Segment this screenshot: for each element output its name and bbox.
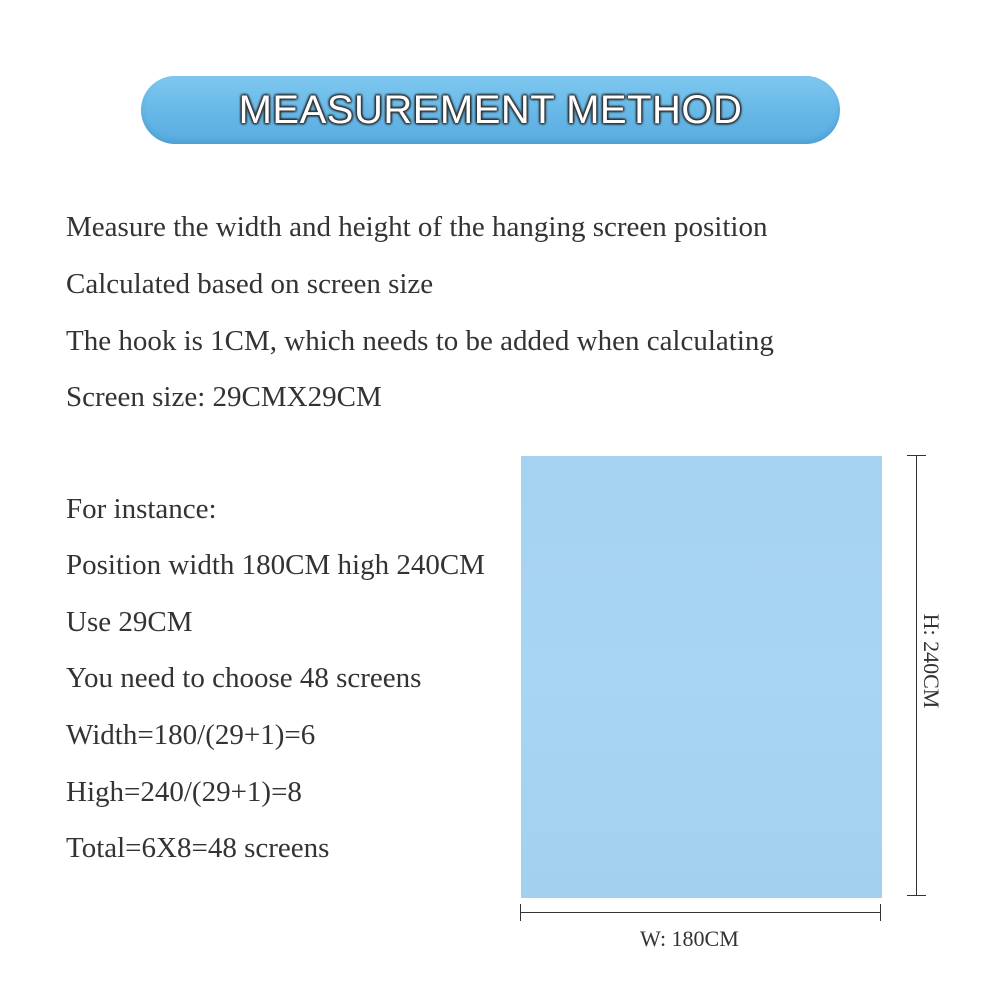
example-line: For instance:: [66, 493, 217, 525]
width-label: W: 180CM: [640, 926, 739, 951]
title-banner: [141, 76, 840, 144]
example-line: Total=6X8=48 screens: [66, 832, 330, 864]
width-dimension-cap-left: [520, 904, 521, 921]
example-line: Use 29CM: [66, 606, 193, 638]
height-dimension-cap-top: [907, 455, 926, 456]
screen-panel: [521, 456, 882, 898]
example-line: Width=180/(29+1)=6: [66, 719, 316, 751]
height-dimension-cap-bottom: [907, 895, 926, 896]
width-dimension-cap-right: [880, 904, 881, 921]
height-dimension-line: [916, 455, 917, 896]
example-line: High=240/(29+1)=8: [66, 776, 302, 808]
banner-title: MEASUREMENT METHOD: [238, 87, 743, 132]
intro-line: Calculated based on screen size: [66, 268, 434, 300]
width-dimension-line: [520, 912, 881, 913]
height-label: H: 240CM: [919, 613, 944, 709]
example-line: You need to choose 48 screens: [66, 662, 422, 694]
intro-line: Screen size: 29CMX29CM: [66, 381, 382, 413]
intro-line: The hook is 1CM, which needs to be added when calculating: [66, 325, 774, 357]
example-line: Position width 180CM high 240CM: [66, 549, 485, 581]
intro-line: Measure the width and height of the hanging screen position: [66, 211, 768, 243]
